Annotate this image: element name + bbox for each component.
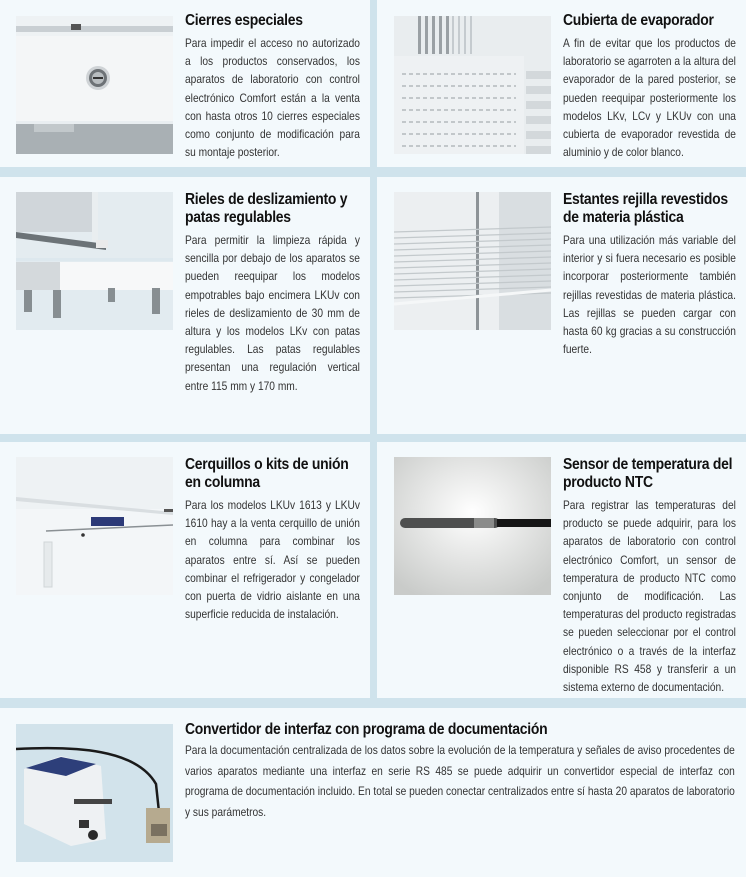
grid-shelves-image [394, 192, 551, 330]
section-body: Para registrar las temperaturas del producto se puede adquirir, para los aparatos de laboratorio con control electrónico Comfort, un sensor de temperatura de producto NTC como conjunto de modificación. Las temperaturas del producto registradas se pueden seleccionar por el control electrónico o a través de la interfaz disponible RS 458 y transferir a un sistema externo de documentación. [563, 499, 736, 695]
section-cierres-especiales [0, 0, 370, 167]
section-cerquillos [0, 442, 370, 698]
section-title: Estantes rejilla revestidos de materia plástica [563, 191, 728, 226]
interface-converter-image [16, 724, 173, 862]
section-title: Rieles de deslizamiento y patas regulables [185, 191, 348, 226]
section-body: Para una utilización más variable del interior y si fuera necesario es posible incorporar posteriormente también rejillas revestidas de materia plástica. Las rejillas se pueden cargar con hasta 60 kg gracias a su construcción fuerte. [563, 234, 736, 357]
section-title: Cierres especiales [185, 12, 303, 29]
section-title: Cubierta de evaporador [563, 12, 714, 29]
section-rieles-patas [0, 177, 370, 434]
section-sensor-ntc [377, 442, 746, 698]
lock-image [16, 16, 173, 154]
section-body: Para los modelos LKUv 1613 y LKUv 1610 hay a la venta cerquillo de unión en columna para combinar los aparatos entre sí. Así se pueden combinar el refrigerador y congelador con puerta de vidrio aislante en una superficie reducida de instalación. [185, 499, 360, 622]
section-title: Cerquillos o kits de unión en columna [185, 456, 349, 491]
evaporator-cover-image [394, 16, 551, 154]
stacking-kit-image [16, 457, 173, 595]
section-cubierta-evaporador [377, 0, 746, 167]
section-title: Sensor de temperatura del producto NTC [563, 456, 733, 491]
section-title: Convertidor de interfaz con programa de documentación [185, 721, 548, 738]
section-convertidor-interfaz [0, 708, 746, 877]
rails-and-feet-image [16, 192, 173, 330]
ntc-sensor-image [394, 457, 551, 595]
section-estantes-rejilla [377, 177, 746, 434]
section-body: Para la documentación centralizada de los datos sobre la evolución de la temperatura y señales de aviso procedentes de varios aparatos mediante una interfaz en serie RS 485 se puede adquirir un convertidor especial de interfaz con programa de documentación incluido. En total se pueden conectar centralizados entre sí hasta 20 aparatos de laboratorio y sus parámetros. [185, 744, 735, 819]
section-body: Para permitir la limpieza rápida y sencilla por debajo de los aparatos se pueden reequipar los modelos empotrables bajo encimera LKUv con rieles de deslizamiento de 30 mm de altura y los modelos LKv con patas regulables. Las patas regulables presentan una regulación vertical entre 115 mm y 170 mm. [185, 234, 360, 393]
section-body: A fin de evitar que los productos de laboratorio se agarroten a la altura del evaporador de la pared posterior, se pueden reequipar posteriormente los modelos LKv, LCv y LKUv con una cubierta de evaporador revestida de aluminio y de color blanco. [563, 37, 736, 160]
section-body: Para impedir el acceso no autorizado a los productos conservados, los aparatos de laboratorio con control electrónico Comfort están a la venta con hasta otros 10 cierres especiales como conjunto de modificación para su montaje posterior. [185, 37, 360, 160]
